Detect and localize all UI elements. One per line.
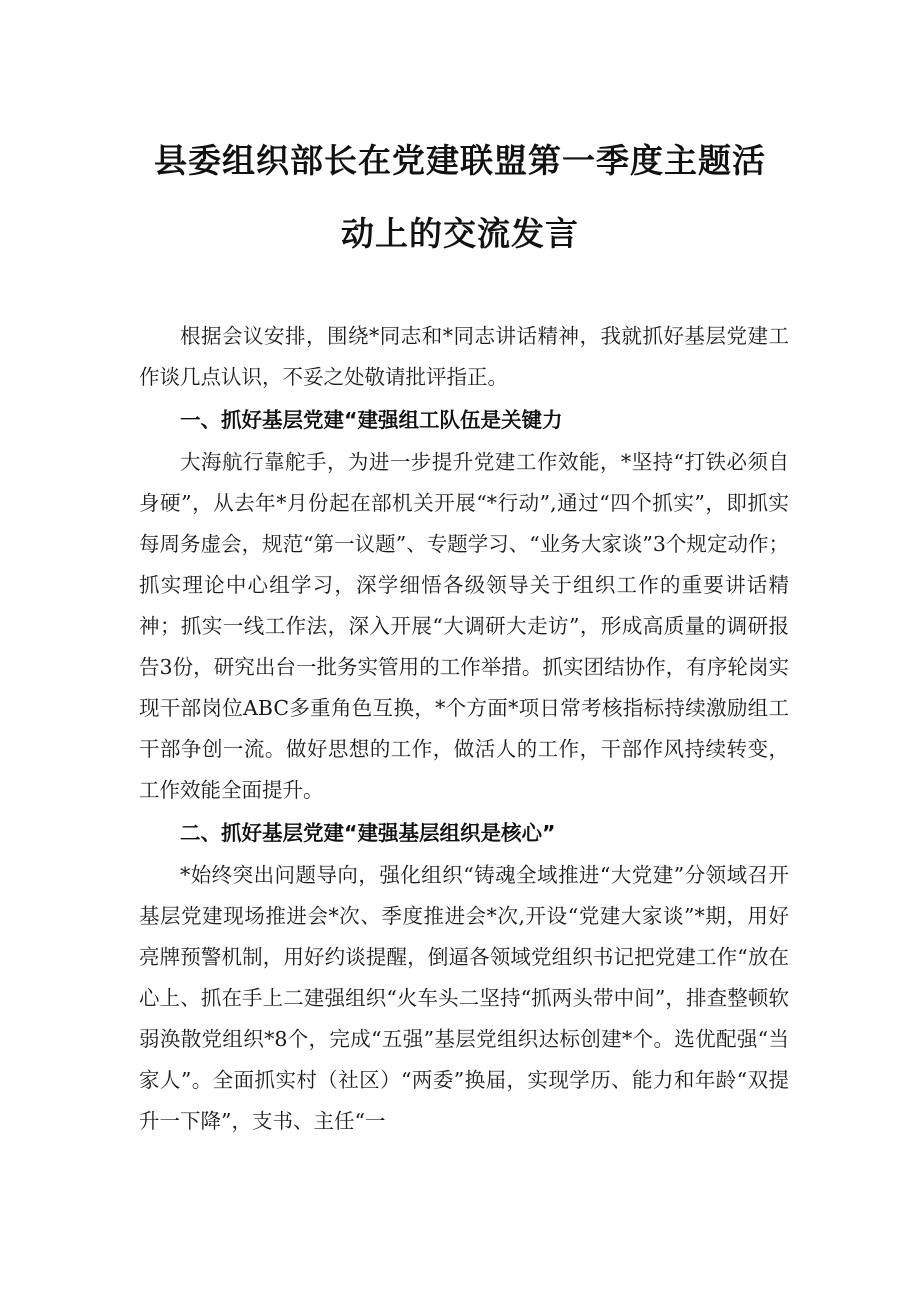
section-1-heading: 一、抓好基层党建“建强组工队伍是关键力 <box>180 408 563 432</box>
section-1-paragraph: 大海航行靠舵手，为进一步提升党建工作效能，*坚持“打铁必须自身硬”，从去年*月份起在部机关开展“*行动”,通过“四个抓实”，即抓实每周务虚会，规范“第一议题”、专题学习、“业务大家谈”3个规定动作；抓实理论中心组学习，深学细悟各级领导关于组织工作的重要讲话精神；抓实一线工作法，深入开展“大调研大走访”，形成高质量的调研报告3份，研究出台一批务实管用的工作举措。抓实团结协作，有序轮岗实现干部岗位ABC多重角色互换，*个方面*项日常考核指标持续激励组工干部争创一流。做好思想的工作，做活人的工作，干部作风持续转变，工作效能全面提升。 <box>139 450 789 802</box>
intro-paragraph: 根据会议安排，围绕*同志和*同志讲话精神，我就抓好基层党建工作谈几点认识，不妥之处敬请批评指正。 <box>139 324 789 389</box>
section-2-heading: 二、抓好基层党建“建强基层组织是核心” <box>180 821 556 845</box>
document-title-line-1: 县委组织部长在党建联盟第一季度主题活 <box>154 141 766 180</box>
document-title-line-2: 动上的交流发言 <box>341 214 579 253</box>
document-body <box>139 316 789 1142</box>
section-2-paragraph: *始终突出问题导向，强化组织“铸魂全域推进“大党建”分领域召开基层党建现场推进会*次、季度推进会*次,开设“党建大家谈”*期，用好亮牌预警机制，用好约谈提醒，倒逼各领域党组织书记把党建工作“放在心上、抓在手上二建强组织“火车头二坚持“抓两头带中间”，排查整顿软弱涣散党组织*8个，完成“五强”基层党组织达标创建*个。选优配强“当家人”。全面抓实村（社区）“两委”换届，实现学历、能力和年龄“双提升一下降”，支书、主任“一 <box>139 863 789 1133</box>
